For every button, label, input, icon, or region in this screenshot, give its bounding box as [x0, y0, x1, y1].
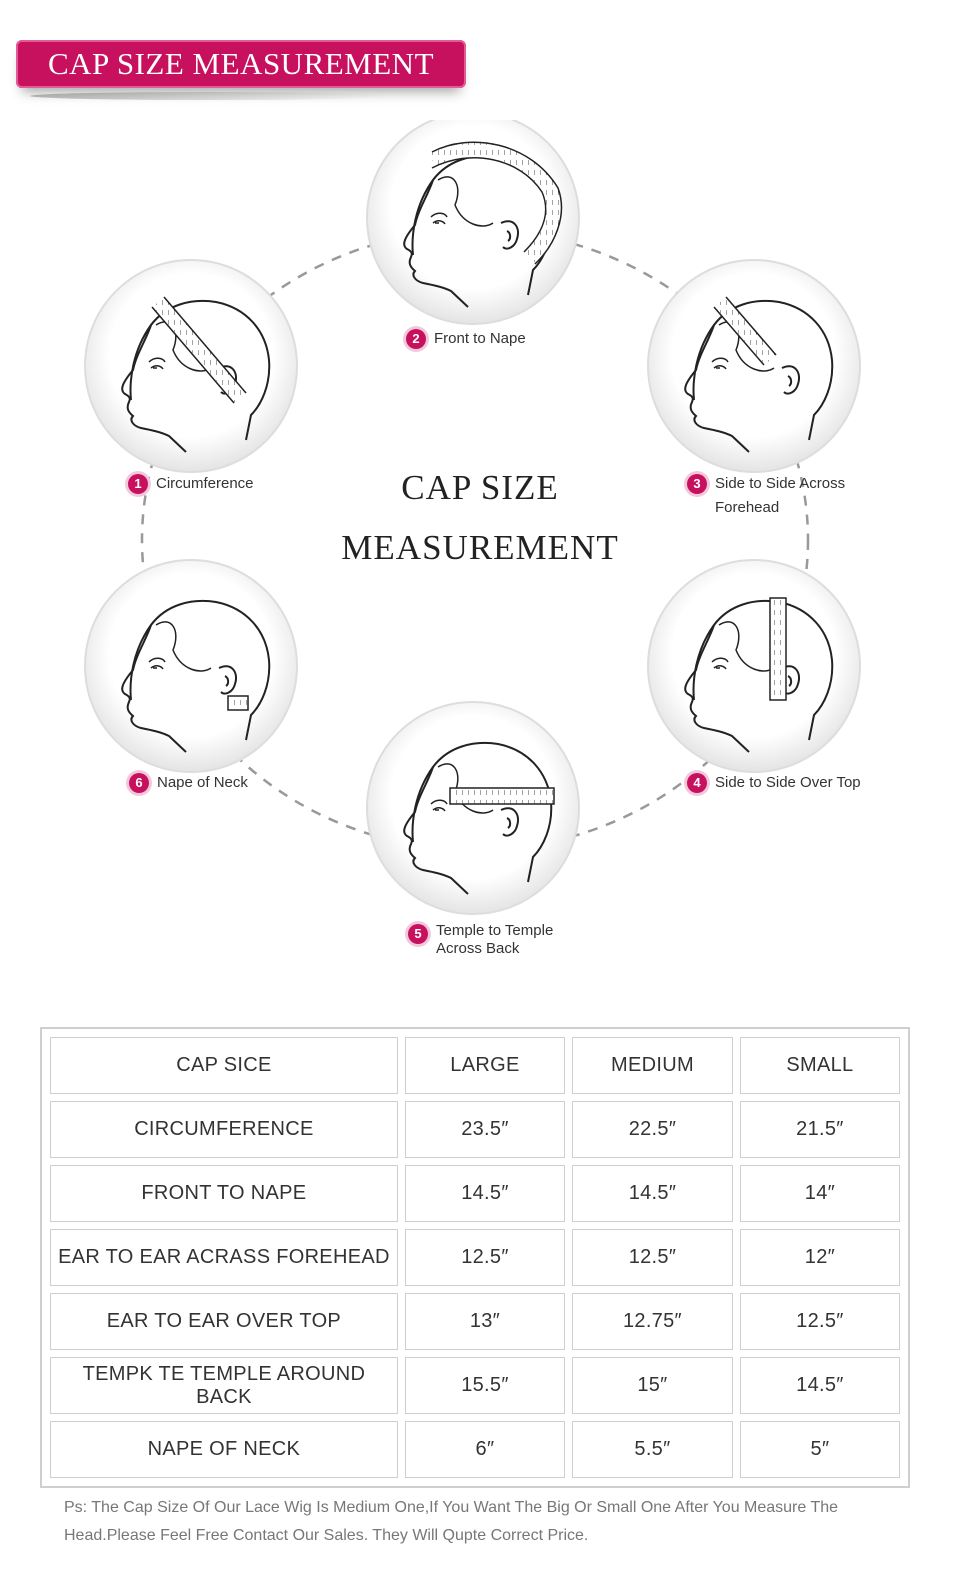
circle-temple-to-temple [367, 702, 579, 914]
row-label: FRONT TO NAPE [50, 1165, 398, 1222]
header-cell: LARGE [405, 1037, 565, 1094]
number-badge: 6 [129, 773, 149, 793]
table-row [50, 1165, 900, 1222]
label-nape-of-neck [129, 773, 248, 795]
size-table [40, 1027, 910, 1488]
cell-medium: 12.75″ [572, 1293, 733, 1350]
label-text-line2: Across Back [436, 940, 520, 957]
footnote: Ps: The Cap Size Of Our Lace Wig Is Medium One,If You Want The Big Or Small One After You Measure The Head.Please Feel Free Contact Our Sales. They Will Qupte Correct Price. [64, 1499, 839, 1544]
table-header-row [50, 1037, 900, 1094]
cell-small: 21.5″ [740, 1101, 900, 1158]
cell-large: 23.5″ [405, 1101, 565, 1158]
label-text: Circumference [156, 475, 254, 492]
label-side-to-side-over-top [687, 773, 861, 795]
banner-shadow [30, 92, 390, 100]
circle-circumference [85, 260, 297, 472]
cell-small: 12.5″ [740, 1293, 900, 1350]
cell-small: 12″ [740, 1229, 900, 1286]
label-front-to-nape [406, 329, 526, 351]
header-cell: MEDIUM [572, 1037, 733, 1094]
cell-large: 15.5″ [405, 1357, 565, 1414]
circle-side-to-side-over-top [648, 560, 860, 772]
cell-small: 5″ [740, 1421, 900, 1478]
table-row [50, 1101, 900, 1158]
label-circumference [128, 474, 254, 496]
label-temple-to-temple [408, 924, 553, 958]
cell-large: 12.5″ [405, 1229, 565, 1286]
cell-small: 14″ [740, 1165, 900, 1222]
table-row [50, 1229, 900, 1286]
row-label: EAR TO EAR ACRASS FOREHEAD [50, 1229, 398, 1286]
number-badge: 5 [408, 924, 428, 944]
row-label: CIRCUMFERENCE [50, 1101, 398, 1158]
title-banner [16, 40, 466, 88]
number-badge: 1 [128, 474, 148, 494]
table-row [50, 1357, 900, 1414]
banner-title: CAP SIZE MEASUREMENT [47, 46, 435, 81]
circle-front-to-nape [367, 120, 579, 324]
center-title-line1: CAP SIZE [401, 468, 559, 507]
row-label: EAR TO EAR OVER TOP [50, 1293, 398, 1350]
cell-large: 13″ [405, 1293, 565, 1350]
number-badge: 4 [687, 773, 707, 793]
center-title-line2: MEASUREMENT [341, 528, 619, 567]
label-text-line2: Forehead [715, 499, 780, 516]
row-label: NAPE OF NECK [50, 1421, 398, 1478]
label-side-to-side-across-forehead [687, 474, 845, 520]
number-badge: 2 [406, 329, 426, 349]
cell-medium: 12.5″ [572, 1229, 733, 1286]
number-badge: 3 [687, 474, 707, 494]
table-row [50, 1421, 900, 1478]
label-text: Side to Side Across [715, 475, 846, 492]
cell-medium: 15″ [572, 1357, 733, 1414]
label-text: Nape of Neck [157, 774, 248, 791]
cell-large: 14.5″ [405, 1165, 565, 1222]
cell-medium: 14.5″ [572, 1165, 733, 1222]
cell-small: 14.5″ [740, 1357, 900, 1414]
label-text: Front to Nape [434, 330, 526, 347]
cell-medium: 5.5″ [572, 1421, 733, 1478]
label-text: Side to Side Over Top [715, 774, 861, 791]
cell-large: 6″ [405, 1421, 565, 1478]
header-cell: CAP SICE [50, 1037, 398, 1094]
table-row [50, 1293, 900, 1350]
header-cell: SMALL [740, 1037, 900, 1094]
circle-nape-of-neck [85, 560, 297, 772]
cell-medium: 22.5″ [572, 1101, 733, 1158]
label-text: Temple to Temple [436, 922, 554, 939]
circle-side-to-side-across-forehead [648, 260, 860, 472]
row-label: TEMPK TE TEMPLE AROUND BACK [50, 1357, 398, 1414]
